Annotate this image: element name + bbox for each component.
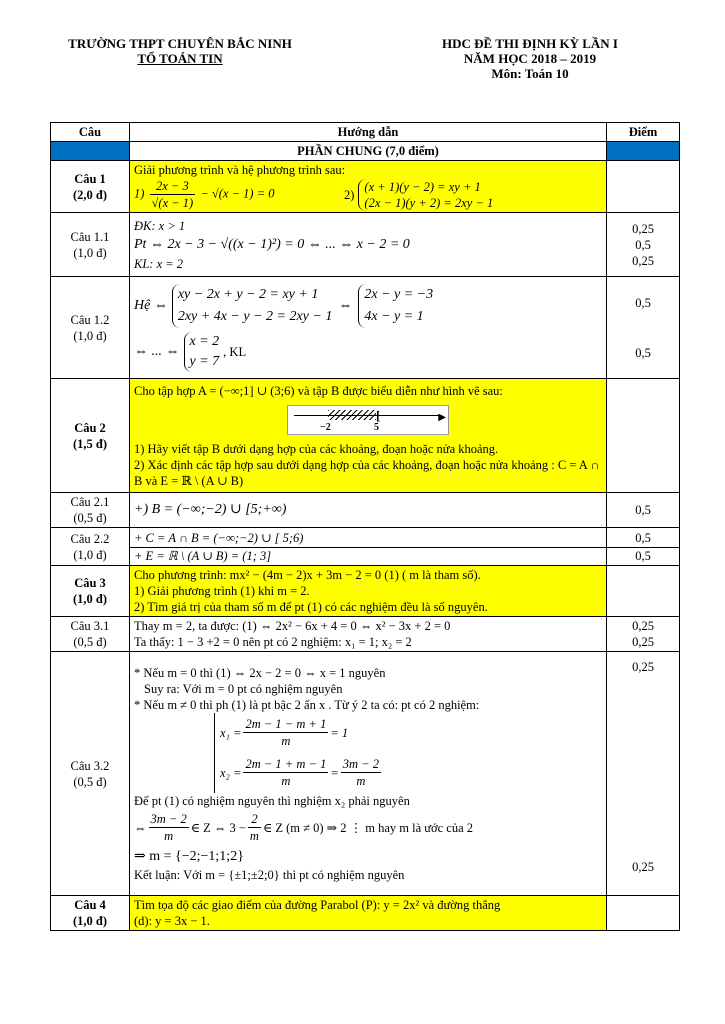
table-header-row xyxy=(51,123,680,142)
col-huong-dan: Hướng dẫn xyxy=(130,123,607,142)
question-1-2-row: Câu 1.2 (1,0 đ) Hệ ⇔ xy − 2x + y − 2 = xy + 1 2xy + 4x − y − 2 = 2xy − 1 ⇔ 2x − y = −3 4x − y = 1 ⇔ ... ⇔ x = 2 y = 7 , KL 0,5 0,5 xyxy=(51,277,680,379)
school-year: NĂM HỌC 2018 – 2019 xyxy=(463,51,597,66)
department-name: TỔ TOÁN TIN xyxy=(137,51,223,66)
question-3-row: Câu 3 (1,0 đ) Cho phương trình: mx² − (4m − 2)x + 3m − 2 = 0 (1) ( m là tham số). 1) Giải phương trình (1) khi m = 2. 2) Tìm giá trị của tham số m để pt (1) có các nghiệm đều là số nguyên. xyxy=(51,566,680,617)
subject: Môn: Toán 10 xyxy=(491,66,569,81)
question-label: Câu 1 xyxy=(74,171,106,186)
question-3-2-row: Câu 3.2 (0,5 đ) * Nếu m = 0 thì (1) ⇔ 2x − 2 = 0 ⇔ x = 1 nguyên Suy ra: Với m = 0 pt có nghiệm nguyên * Nếu m ≠ 0 thì ph (1) là pt bậc 2 ẩn x . Từ ý 2 ta có: pt có 2 nghiệm: x₁ = $\frac{2m - 1 - m + 1}{m}$ = 1 x₂ = $\frac{2m - 1 + m - 1}{m}$ = $\frac{3m - 2}{m}$ Để pt (1) có nghiệm nguyên thì nghiệm x₂ phải nguyên ⇔ $\frac{3m - 2}{m}$ ∈ Z ⇔ 3 − $\frac{2}{m}$ ∈ Z (m ≠ 0) ⇒ 2 ⋮ m hay m là ước của 2 ⇒ m = {−2;−1;1;2} Kết luận: Với m = {±1;±2;0} thì pt có nghiệm nguyên 0,25 0,25 xyxy=(51,652,680,896)
question-4-row: Câu 4 (1,0 đ) Tìm tọa độ các giao điểm của đường Parabol (P): y = 2x² và đường thẳng (d): y = 3x − 1. xyxy=(51,896,680,931)
question-prompt: Giải phương trình và hệ phương trình sau: xyxy=(134,163,346,177)
question-2-1-row: Câu 2.1 (0,5 đ) +) B = (−∞;−2) ∪ [5;+∞) 0,5 xyxy=(51,493,680,528)
question-1-row: Câu 1 (2,0 đ) Giải phương trình và hệ phương trình sau: 1) $\frac{2x - 3}{√(x - 1)}$ − √(x − 1) = 0 2) (x + 1)(y − 2) = xy + 1 (2x − 1)(y + 2) = 2xy − 1 xyxy=(51,161,680,213)
number-line-figure: [ −2 5 ▶ xyxy=(287,405,449,435)
exam-header xyxy=(400,36,660,81)
exam-title: HDC ĐỀ THI ĐỊNH KỲ LẦN I xyxy=(441,36,618,51)
section-row xyxy=(51,142,680,161)
school-header xyxy=(40,36,320,66)
question-2-2-row: Câu 2.2 (1,0 đ) + C = A ∩ B = (−∞;−2) ∪ [ 5;6) + E = ℝ \ (A ∪ B) = (1; 3] 0,5 0,5 xyxy=(51,528,680,566)
school-name: TRƯỜNG THPT CHUYÊN BẮC NINH xyxy=(68,36,292,51)
section-title: PHẦN CHUNG (7,0 điểm) xyxy=(130,142,607,161)
question-points: (2,0 đ) xyxy=(72,187,108,202)
question-1-1-row: Câu 1.1 (1,0 đ) ĐK: x > 1 Pt ⇔ 2x − 3 − √((x − 1)²) = 0 ⇔ ... ⇔ x − 2 = 0 KL: x = 2 0,25 0,5 0,25 xyxy=(51,213,680,277)
col-cau: Câu xyxy=(51,123,130,142)
question-2-row: Câu 2 (1,5 đ) Cho tập hợp A = (−∞;1] ∪ (3;6) và tập B được biểu diễn như hình vẽ sau: [ −2 5 ▶ 1) Hãy viết tập B dưới dạng hợp của các khoảng, đoạn hoặc nửa khoảng. 2) Xác định các tập hợp sau dưới dạng hợp của các khoảng, đoạn hoặc nửa khoảng : C = A ∩ B và E = ℝ \ (A ∪ B) xyxy=(51,379,680,493)
col-diem: Điểm xyxy=(607,123,680,142)
answer-table xyxy=(50,122,680,931)
question-3-1-row: Câu 3.1 (0,5 đ) Thay m = 2, ta được: (1) ⇔ 2x² − 6x + 4 = 0 ⇔ x² − 3x + 2 = 0 Ta thấy: 1 − 3 +2 = 0 nên pt có 2 nghiệm: x₁ = 1; x₂ = 2 0,25 0,25 xyxy=(51,617,680,652)
